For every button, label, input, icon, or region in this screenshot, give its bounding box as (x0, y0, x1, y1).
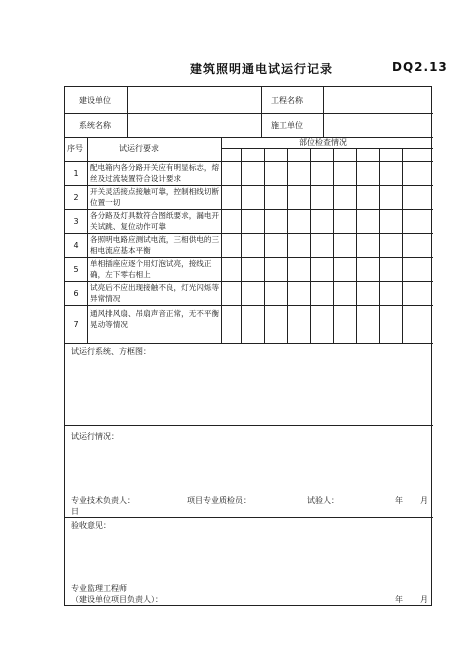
rule (65, 161, 433, 162)
requirement-text: 各分路及灯具数符合图纸要求，漏电开关试跳、复位动作可靠 (90, 211, 220, 231)
rule (379, 148, 380, 343)
rule (65, 343, 433, 344)
requirement-column-header: 试运行要求 (119, 144, 159, 153)
rule (333, 148, 334, 343)
rule (261, 87, 262, 137)
month-label: 月 (420, 496, 428, 505)
rule (127, 87, 128, 137)
requirement-text: 开关灵活接点接触可靠，控制相线切断位置一切 (90, 187, 220, 207)
rule (87, 137, 88, 343)
rule (65, 137, 433, 138)
rule (221, 137, 222, 343)
rule (65, 113, 433, 114)
row-number: 5 (73, 265, 79, 274)
rule (65, 185, 433, 186)
row-number: 7 (73, 320, 79, 329)
rule (323, 87, 324, 137)
requirement-text: 试亮后不应出现接触不良，灯光闪烁等异常情况 (90, 283, 220, 303)
document-title: 建筑照明通电试运行记录 (190, 62, 334, 76)
rule (356, 148, 357, 343)
month-label: 月 (420, 595, 428, 604)
rule (402, 148, 403, 343)
construction-unit-label: 建设单位 (79, 96, 111, 105)
requirement-text: 各照明电路应测试电流，三相供电的三相电流应基本平衡 (90, 235, 220, 255)
no-column-header: 序号 (67, 144, 83, 153)
tech-lead-label: 专业技术负责人： (71, 496, 135, 505)
rule (241, 148, 242, 343)
rule (65, 517, 433, 518)
rule (65, 281, 433, 282)
rule (310, 148, 311, 343)
rule (65, 305, 433, 306)
rule (65, 425, 433, 426)
requirement-text: 配电箱内各分路开关应有明显标志，熔丝及过流装置符合设计要求 (90, 163, 220, 183)
rule (287, 148, 288, 343)
year-label: 年 (395, 496, 403, 505)
requirement-text: 单相插座应逐个用灯泡试亮，接线正确，左下零右相上 (90, 259, 212, 279)
row-number: 4 (73, 241, 79, 250)
inspection-column-header: 部位检查情况 (299, 138, 347, 147)
rule (65, 209, 433, 210)
run-status-label: 试运行情况： (71, 432, 119, 441)
row-number: 1 (73, 169, 79, 178)
owner-lead-label: （建设单位项目负责人）： (71, 595, 163, 604)
rule (264, 148, 265, 343)
supervisor-label: 专业监理工程师 (71, 584, 127, 593)
quality-inspector-label: 项目专业质检员： (187, 496, 251, 505)
record-sheet (64, 86, 432, 606)
row-number: 6 (73, 289, 79, 298)
row-number: 2 (73, 193, 79, 202)
installer-unit-label: 施工单位 (271, 121, 303, 130)
acceptance-label: 验收意见： (71, 521, 111, 530)
day-label: 日 (71, 507, 79, 516)
rule (65, 257, 433, 258)
row-number: 3 (73, 217, 79, 226)
requirement-text: 通风排风扇、吊扇声音正常，无不平衡晃动等情况 (90, 309, 220, 329)
project-name-label: 工程名称 (271, 96, 303, 105)
document-code: DQ2.13 (392, 60, 448, 74)
year-label: 年 (395, 595, 403, 604)
tester-label: 试验人： (307, 496, 339, 505)
system-diagram-label: 试运行系统、方框图： (71, 347, 151, 356)
rule (65, 233, 433, 234)
system-name-label: 系统名称 (79, 121, 111, 130)
